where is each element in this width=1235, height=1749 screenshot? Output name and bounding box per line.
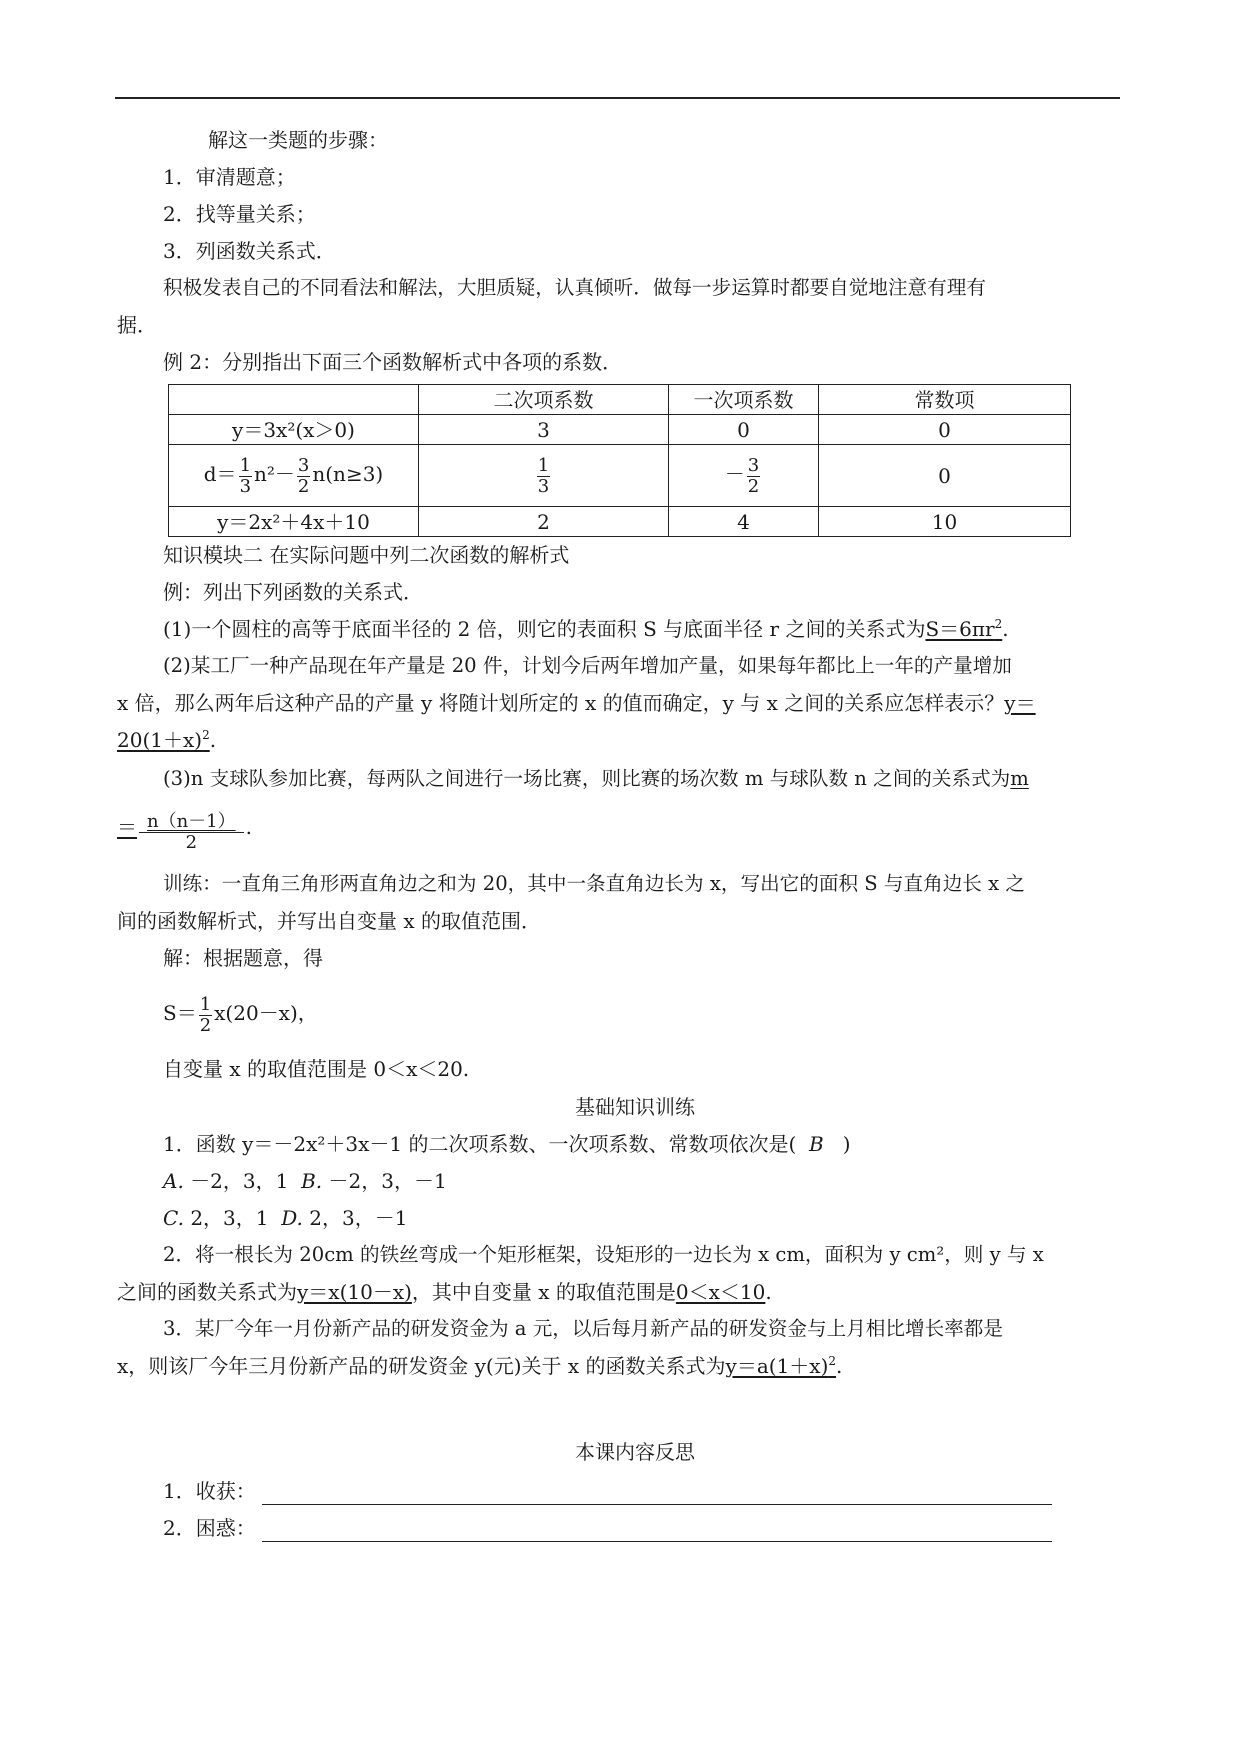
module-intro: 例：列出下列函数的关系式． [163,580,423,604]
basic-question-2-line1: 2．将一根长为 20cm 的铁丝弯成一个矩形框架，设矩形的一边长为 x cm，面积为 y cm²，则 y 与 x [163,1243,1044,1266]
step-item: 1．审清题意； [163,165,296,189]
table-header-cell: 二次项系数 [419,385,669,415]
question-text: (1)一个圆柱的高等于底面半径的 2 倍，则它的表面积 S 与底面半径 r 之间的关系式为 [163,617,926,641]
answer: y＝ [1004,691,1036,715]
superscript: 2 [828,1354,837,1368]
answer [925,617,1002,641]
answer: y＝x(10－x) [297,1280,412,1304]
table-cell: 0 [669,415,819,445]
fraction [297,456,310,497]
period: . [836,1354,843,1378]
basic-question-3-line1: 3．某厂今年一月份新产品的研发资金为 a 元，以后每月新产品的研发资金与上月相比增长率都是 [163,1317,1003,1340]
question-text: (3)n 支球队参加比赛，每两队之间进行一场比赛，则比赛的场次数 m 与球队数 n 之间的关系式为 [163,767,1011,790]
func-middle: n²－ [254,462,295,486]
example2-prompt: 例 2：分别指出下面三个函数解析式中各项的系数． [163,350,623,374]
reflection-label: 1．收获： [163,1479,256,1503]
period: . [765,1280,772,1304]
func-suffix: n(n≥3) [312,462,384,486]
question-2-line3: $20(1+x)^2$. [117,728,217,752]
answer-text: S＝6πr [925,617,995,641]
fraction-denominator: 2 [185,832,198,853]
answer: m [1010,767,1029,790]
superscript: 2 [994,617,1003,631]
reflection-label: 2．困惑： [163,1516,256,1540]
func-cell: y＝2x²＋4x＋10 [169,507,419,537]
fraction-numerator: 1 [537,455,550,476]
answer-text: y＝a(1＋x) [725,1354,829,1378]
header-rule [115,97,1120,99]
table-cell: 10 [819,507,1071,537]
answer: 0＜x＜10 [675,1280,766,1304]
func-cell: y＝3x²(x＞0) [169,415,419,445]
func-cell [169,445,419,507]
table-cell: 0 [819,415,1071,445]
question-1: (1)一个圆柱的高等于底面半径的 2 倍，则它的表面积 S 与底面半径 r 之间的关系式为$S=6\pi r^2$. [163,617,1009,641]
question-text: 1．函数 y＝－2x²＋3x－1 的二次项系数、一次项系数、常数项依次是( [163,1132,797,1156]
fraction-denominator: 2 [297,476,310,497]
answer-equals: ＝ [117,815,137,839]
question-3-answer: ＝ $\frac{n(n-1)}{2}$ . [117,811,252,853]
answer-text: 20(1＋x) [117,728,203,752]
solution-range: 自变量 x 的取值范围是 0＜x＜20. [163,1057,470,1081]
module-title: 知识模块二 在实际问题中列二次函数的解析式 [163,543,570,567]
fraction [537,456,550,497]
table-header-cell: 一次项系数 [669,385,819,415]
fraction [747,456,760,497]
answer: B [809,1132,824,1156]
fraction-denominator: 2 [747,476,760,497]
question-3 [163,765,1029,793]
answer [117,728,210,752]
section-title: 基础知识训练 [575,1095,695,1119]
answer-blank-line[interactable] [262,1519,1052,1542]
coefficient-table [168,384,1071,537]
option-label: D. [281,1206,303,1230]
fraction [139,812,244,853]
table-row [169,415,1071,445]
func-prefix: d＝ [203,462,237,486]
option-text: 2，3，－1 [309,1206,408,1230]
question-text: 之间的函数关系式为 [117,1280,297,1304]
step-item: 3．列函数关系式． [163,239,336,263]
equation-suffix: x(20－x)， [214,1001,318,1025]
fraction-denominator: 3 [239,476,252,497]
question-2-line2 [117,689,1036,717]
option-text: 2，3，1 [190,1206,269,1230]
options-cd [163,1204,407,1232]
option-label: C. [163,1206,184,1230]
fraction-numerator: 1 [199,994,212,1015]
step-item: 2．找等量关系； [163,202,316,226]
steps-heading: 解这一类题的步骤： [208,128,388,152]
table-row [169,445,1071,507]
option-label: A. [163,1169,184,1193]
fraction-numerator: 3 [297,455,310,476]
basic-question-2-line2 [117,1278,772,1306]
table-cell: 2 [419,507,669,537]
sign: － [724,462,745,486]
superscript: 2 [202,728,210,742]
table-cell: 3 [419,415,669,445]
training-line: 训练：一直角三角形两直角边之和为 20，其中一条直角边长为 x，写出它的面积 S 与直角边长 x 之 [163,872,1025,895]
question-text: ，其中自变量 x 的取值范围是 [411,1280,676,1304]
option-text: －2，3，－1 [328,1169,447,1193]
table-cell: 0 [819,445,1071,507]
options-ab [163,1167,447,1195]
question-text: x，则该厂今年三月份新产品的研发资金 y(元)关于 x 的函数关系式为 [117,1354,726,1378]
reflection-title: 本课内容反思 [575,1440,695,1464]
answer [726,1354,836,1378]
reflection-item [163,1514,1052,1542]
basic-question-1 [163,1130,851,1158]
option-label: B. [301,1169,323,1193]
fraction-denominator: 3 [537,476,550,497]
question-text: x 倍，那么两年后这种产品的产量 y 将随计划所定的 x 的值而确定，y 与 x 之间的关系应怎样表示？ [117,691,1005,715]
training-line: 间的函数解析式，并写出自变量 x 的取值范围． [117,909,541,933]
fraction-denominator: 2 [199,1015,212,1036]
table-cell [669,445,819,507]
fraction [199,995,212,1036]
table-header-cell: 常数项 [819,385,1071,415]
answer-blank-line[interactable] [262,1482,1052,1505]
table-cell [419,445,669,507]
fraction-numerator: n（n－1） [139,812,244,833]
table-header-row [169,385,1071,415]
option-text: －2，3，1 [190,1169,289,1193]
reflection-item [163,1477,1052,1505]
basic-question-3-line2 [117,1352,842,1380]
fraction-numerator: 1 [239,455,252,476]
solution-equation [163,994,318,1035]
paren-close: ) [842,1132,851,1156]
fraction-numerator: 3 [747,455,760,476]
question-2-line1: (2)某工厂一种产品现在年产量是 20 件，计划今后两年增加产量，如果每年都比上一年的产量增加 [163,654,1012,677]
advice-line: 积极发表自己的不同看法和解法，大胆质疑，认真倾听．做每一步运算时都要自觉地注意有理有 [163,276,986,299]
advice-line: 据． [117,313,157,337]
equation-prefix: S＝ [163,1001,197,1025]
fraction [239,456,252,497]
table-row [169,507,1071,537]
solution-intro: 解：根据题意，得 [163,946,323,970]
table-cell: 4 [669,507,819,537]
table-header-cell [169,385,419,415]
